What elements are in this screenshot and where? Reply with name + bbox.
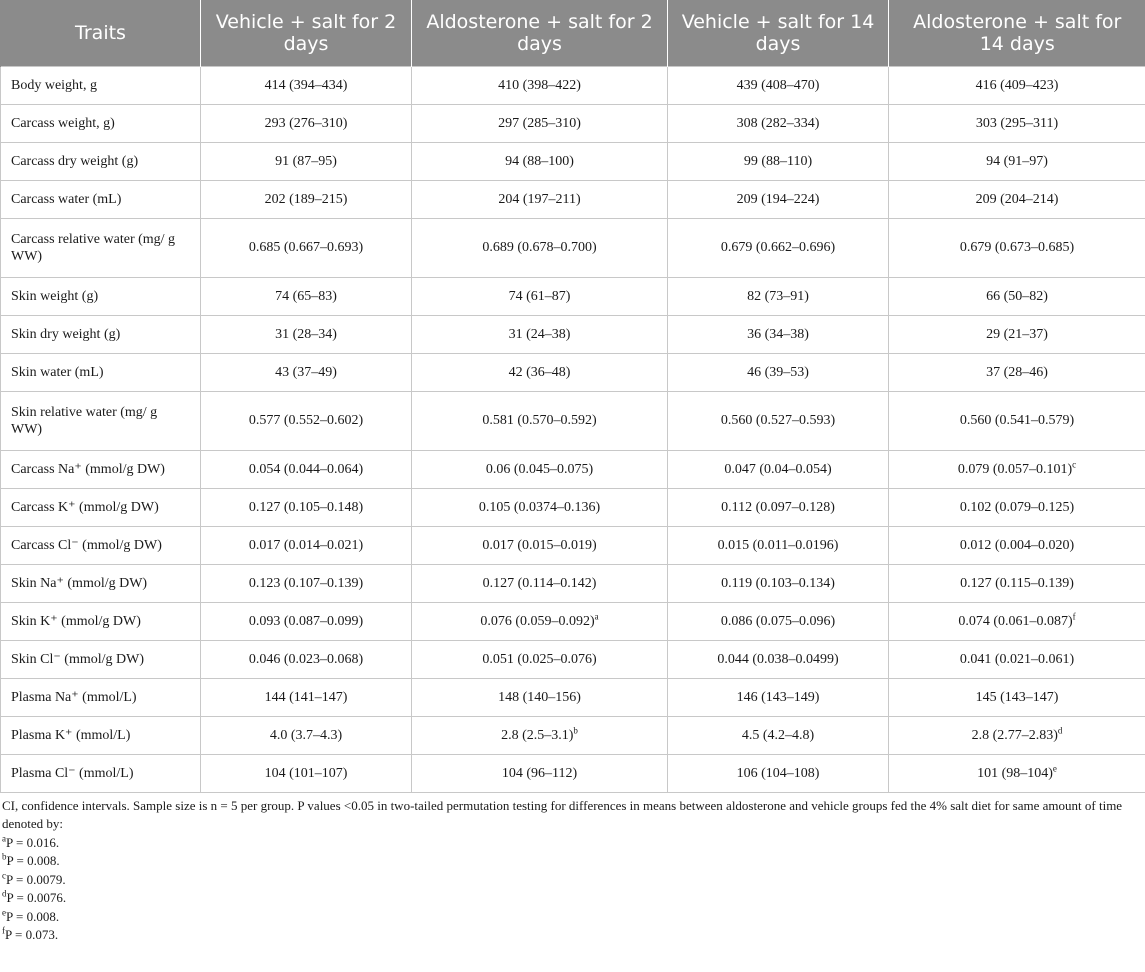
value-text: 0.017 (0.014–0.021) bbox=[248, 537, 364, 553]
value-text: 104 (101–107) bbox=[264, 765, 348, 781]
value-text: 145 (143–147) bbox=[975, 689, 1059, 705]
value-text: 0.581 (0.570–0.592) bbox=[482, 413, 597, 428]
footnote-text: P = 0.0076. bbox=[6, 890, 67, 905]
value-text: 0.086 (0.075–0.096) bbox=[720, 613, 836, 629]
value-cell-aldosterone-14-days bbox=[889, 277, 1145, 315]
value-text: 0.074 (0.061–0.087) bbox=[958, 613, 1073, 629]
value-text: 4.0 (3.7–4.3) bbox=[269, 727, 343, 743]
value-text: 0.041 (0.021–0.061) bbox=[959, 651, 1075, 667]
value-text: 106 (104–108) bbox=[736, 765, 820, 781]
value-cell-aldosterone-2-days bbox=[412, 277, 668, 315]
trait-cell: Carcass K⁺ (mmol/g DW) bbox=[1, 488, 201, 526]
value-cell-vehicle-14-days bbox=[668, 353, 889, 391]
footnote-item bbox=[2, 889, 1143, 908]
value-cell-aldosterone-2-days bbox=[412, 678, 668, 716]
value-text: 0.044 (0.038–0.0499) bbox=[717, 651, 839, 667]
footnote-text: P = 0.073. bbox=[5, 927, 59, 942]
value-text: 0.679 (0.662–0.696) bbox=[720, 240, 836, 255]
value-text: 0.679 (0.673–0.685) bbox=[959, 240, 1075, 255]
value-cell-vehicle-2-days bbox=[201, 526, 412, 564]
value-text: 293 (276–310) bbox=[264, 115, 348, 131]
value-cell-aldosterone-2-days bbox=[412, 640, 668, 678]
value-cell-aldosterone-14-days bbox=[889, 564, 1145, 602]
value-cell-aldosterone-2-days bbox=[412, 180, 668, 218]
trait-cell: Skin Cl⁻ (mmol/g DW) bbox=[1, 640, 201, 678]
value-cell-vehicle-2-days bbox=[201, 716, 412, 754]
value-text: 0.047 (0.04–0.054) bbox=[724, 461, 832, 477]
trait-cell: Carcass Na⁺ (mmol/g DW) bbox=[1, 450, 201, 488]
value-cell-aldosterone-14-days bbox=[889, 754, 1145, 792]
footnote-text: P = 0.008. bbox=[6, 908, 60, 924]
table-header bbox=[1, 0, 1145, 66]
footnote-mark: b bbox=[2, 851, 7, 862]
value-text: 31 (28–34) bbox=[275, 326, 337, 342]
value-text: 74 (65–83) bbox=[275, 288, 337, 304]
table-row bbox=[1, 526, 1145, 564]
table-row bbox=[1, 640, 1145, 678]
footnote-main: CI, confidence intervals. Sample size is n = 5 per group. P values <0.05 in two-tailed permutation testing for differences in means between aldosterone and vehicle groups fed the 4% salt diet for same amount of time denoted by: bbox=[2, 797, 1123, 831]
value-text: 91 (87–95) bbox=[275, 153, 337, 169]
value-text: 66 (50–82) bbox=[986, 288, 1048, 304]
header-vehicle-14-days: Vehicle + salt for 14 days bbox=[668, 0, 889, 66]
value-cell-vehicle-14-days bbox=[668, 678, 889, 716]
value-cell-vehicle-2-days bbox=[201, 104, 412, 142]
value-cell-aldosterone-14-days bbox=[889, 640, 1145, 678]
value-text: 0.102 (0.079–0.125) bbox=[959, 499, 1075, 515]
value-text: 0.560 (0.541–0.579) bbox=[959, 413, 1075, 428]
value-cell-aldosterone-2-days bbox=[412, 391, 668, 450]
table-row bbox=[1, 315, 1145, 353]
value-text: 0.054 (0.044–0.064) bbox=[248, 461, 364, 477]
value-cell-vehicle-14-days bbox=[668, 277, 889, 315]
value-cell-aldosterone-2-days bbox=[412, 754, 668, 792]
value-cell-aldosterone-14-days bbox=[889, 218, 1145, 277]
trait-cell: Plasma Cl⁻ (mmol/L) bbox=[1, 754, 201, 792]
value-cell-aldosterone-14-days bbox=[889, 488, 1145, 526]
value-cell-vehicle-14-days bbox=[668, 218, 889, 277]
value-text: 36 (34–38) bbox=[747, 326, 809, 342]
footnote-marker: e bbox=[1052, 762, 1057, 773]
value-cell-aldosterone-2-days bbox=[412, 66, 668, 104]
value-cell-aldosterone-2-days bbox=[412, 353, 668, 391]
value-text: 42 (36–48) bbox=[508, 364, 571, 380]
value-cell-vehicle-2-days bbox=[201, 277, 412, 315]
value-cell-aldosterone-2-days bbox=[412, 315, 668, 353]
value-cell-vehicle-14-days bbox=[668, 391, 889, 450]
table-body bbox=[1, 66, 1145, 792]
footnote-list bbox=[2, 834, 1143, 945]
trait-cell: Plasma Na⁺ (mmol/L) bbox=[1, 678, 201, 716]
value-text: 202 (189–215) bbox=[264, 191, 348, 207]
value-text: 2.8 (2.5–3.1) bbox=[501, 727, 574, 743]
value-cell-aldosterone-2-days bbox=[412, 526, 668, 564]
value-text: 144 (141–147) bbox=[264, 689, 348, 705]
value-text: 146 (143–149) bbox=[736, 689, 820, 705]
value-text: 0.105 (0.0374–0.136) bbox=[478, 499, 601, 515]
value-cell-vehicle-14-days bbox=[668, 488, 889, 526]
value-text: 74 (61–87) bbox=[508, 288, 571, 304]
value-cell-vehicle-2-days bbox=[201, 564, 412, 602]
value-cell-aldosterone-14-days bbox=[889, 142, 1145, 180]
footnote-text: P = 0.008. bbox=[6, 853, 60, 868]
value-cell-aldosterone-14-days bbox=[889, 315, 1145, 353]
value-cell-vehicle-14-days bbox=[668, 564, 889, 602]
value-cell-vehicle-2-days bbox=[201, 602, 412, 640]
footnote-marker: a bbox=[594, 610, 599, 621]
value-text: 104 (96–112) bbox=[501, 765, 578, 781]
value-cell-aldosterone-14-days bbox=[889, 180, 1145, 218]
footnote-mark: a bbox=[2, 833, 6, 844]
value-text: 4.5 (4.2–4.8) bbox=[741, 727, 815, 743]
value-text: 0.093 (0.087–0.099) bbox=[248, 613, 364, 629]
table-row bbox=[1, 142, 1145, 180]
table-row bbox=[1, 218, 1145, 277]
table-row bbox=[1, 678, 1145, 716]
value-cell-aldosterone-14-days bbox=[889, 353, 1145, 391]
value-text: 0.560 (0.527–0.593) bbox=[720, 413, 836, 428]
trait-cell: Skin relative water (mg/ g WW) bbox=[1, 391, 201, 450]
value-text: 31 (24–38) bbox=[508, 326, 571, 342]
value-text: 0.046 (0.023–0.068) bbox=[248, 651, 364, 667]
trait-cell: Skin dry weight (g) bbox=[1, 315, 201, 353]
value-text: 0.06 (0.045–0.075) bbox=[485, 461, 594, 477]
value-text: 94 (91–97) bbox=[986, 153, 1048, 169]
trait-cell: Skin K⁺ (mmol/g DW) bbox=[1, 602, 201, 640]
value-cell-aldosterone-14-days bbox=[889, 678, 1145, 716]
trait-cell: Skin water (mL) bbox=[1, 353, 201, 391]
header-aldosterone-2-days: Aldosterone + salt for 2 days bbox=[412, 0, 668, 66]
value-text: 0.127 (0.115–0.139) bbox=[960, 575, 1074, 591]
value-cell-aldosterone-14-days bbox=[889, 716, 1145, 754]
trait-cell: Skin Na⁺ (mmol/g DW) bbox=[1, 564, 201, 602]
footnote-item bbox=[2, 834, 1143, 853]
trait-cell: Carcass water (mL) bbox=[1, 180, 201, 218]
header-aldosterone-14-days: Aldosterone + salt for 14 days bbox=[889, 0, 1145, 66]
value-text: 43 (37–49) bbox=[275, 364, 337, 380]
value-text: 209 (194–224) bbox=[736, 191, 820, 207]
value-cell-vehicle-14-days bbox=[668, 104, 889, 142]
value-cell-aldosterone-2-days bbox=[412, 450, 668, 488]
value-cell-vehicle-14-days bbox=[668, 315, 889, 353]
value-text: 0.123 (0.107–0.139) bbox=[248, 575, 364, 591]
trait-cell: Carcass weight, g) bbox=[1, 104, 201, 142]
footnote-mark: c bbox=[2, 870, 6, 881]
value-text: 297 (285–310) bbox=[498, 115, 581, 131]
footnote-mark: d bbox=[2, 888, 7, 899]
value-text: 0.076 (0.059–0.092) bbox=[480, 613, 595, 629]
value-cell-vehicle-14-days bbox=[668, 180, 889, 218]
value-text: 0.127 (0.105–0.148) bbox=[248, 499, 364, 515]
value-cell-vehicle-2-days bbox=[201, 315, 412, 353]
footnote-marker: d bbox=[1057, 724, 1063, 735]
trait-cell: Carcass Cl⁻ (mmol/g DW) bbox=[1, 526, 201, 564]
value-text: 94 (88–100) bbox=[505, 153, 574, 169]
value-text: 0.112 (0.097–0.128) bbox=[721, 499, 835, 515]
value-text: 416 (409–423) bbox=[975, 77, 1059, 93]
value-text: 101 (98–104) bbox=[977, 765, 1053, 781]
value-cell-aldosterone-2-days bbox=[412, 716, 668, 754]
value-cell-vehicle-14-days bbox=[668, 66, 889, 104]
value-cell-aldosterone-14-days bbox=[889, 66, 1145, 104]
value-cell-vehicle-14-days bbox=[668, 142, 889, 180]
table-row bbox=[1, 564, 1145, 602]
value-text: 0.689 (0.678–0.700) bbox=[482, 240, 597, 255]
footnote-item bbox=[2, 852, 1143, 871]
table-footnotes bbox=[0, 793, 1145, 945]
value-cell-vehicle-2-days bbox=[201, 678, 412, 716]
value-cell-vehicle-14-days bbox=[668, 450, 889, 488]
table-row bbox=[1, 602, 1145, 640]
value-cell-aldosterone-2-days bbox=[412, 602, 668, 640]
value-text: 99 (88–110) bbox=[743, 153, 813, 169]
table-row bbox=[1, 488, 1145, 526]
value-text: 0.051 (0.025–0.076) bbox=[482, 651, 597, 667]
footnote-item bbox=[2, 871, 1143, 890]
value-text: 37 (28–46) bbox=[986, 364, 1048, 380]
value-text: 2.8 (2.77–2.83) bbox=[971, 727, 1058, 743]
value-cell-aldosterone-2-days bbox=[412, 104, 668, 142]
value-cell-aldosterone-2-days bbox=[412, 142, 668, 180]
value-cell-vehicle-2-days bbox=[201, 450, 412, 488]
footnote-marker: b bbox=[573, 724, 578, 735]
table-row bbox=[1, 66, 1145, 104]
trait-cell: Skin weight (g) bbox=[1, 277, 201, 315]
value-cell-aldosterone-2-days bbox=[412, 564, 668, 602]
table-row bbox=[1, 180, 1145, 218]
value-cell-vehicle-14-days bbox=[668, 602, 889, 640]
value-text: 0.685 (0.667–0.693) bbox=[248, 240, 364, 255]
footnote-mark: e bbox=[2, 907, 6, 918]
value-cell-vehicle-2-days bbox=[201, 218, 412, 277]
footnote-item bbox=[2, 908, 1143, 927]
value-text: 29 (21–37) bbox=[986, 326, 1048, 342]
value-cell-vehicle-2-days bbox=[201, 640, 412, 678]
table-row bbox=[1, 754, 1145, 792]
table-row bbox=[1, 104, 1145, 142]
value-cell-vehicle-14-days bbox=[668, 716, 889, 754]
table-row bbox=[1, 353, 1145, 391]
value-text: 0.119 (0.103–0.134) bbox=[721, 575, 835, 591]
value-cell-vehicle-2-days bbox=[201, 66, 412, 104]
value-cell-aldosterone-14-days bbox=[889, 104, 1145, 142]
trait-cell: Carcass relative water (mg/ g WW) bbox=[1, 218, 201, 277]
value-cell-vehicle-2-days bbox=[201, 488, 412, 526]
value-text: 303 (295–311) bbox=[975, 115, 1059, 131]
table-row bbox=[1, 450, 1145, 488]
footnote-marker: f bbox=[1072, 610, 1076, 621]
value-cell-aldosterone-2-days bbox=[412, 218, 668, 277]
value-cell-aldosterone-14-days bbox=[889, 391, 1145, 450]
table-row bbox=[1, 277, 1145, 315]
value-cell-aldosterone-14-days bbox=[889, 602, 1145, 640]
trait-cell: Carcass dry weight (g) bbox=[1, 142, 201, 180]
value-cell-vehicle-2-days bbox=[201, 180, 412, 218]
value-cell-aldosterone-14-days bbox=[889, 526, 1145, 564]
value-text: 46 (39–53) bbox=[747, 364, 809, 380]
header-row bbox=[1, 0, 1145, 66]
header-vehicle-2-days: Vehicle + salt for 2 days bbox=[201, 0, 412, 66]
value-text: 0.012 (0.004–0.020) bbox=[959, 537, 1075, 553]
trait-cell: Body weight, g bbox=[1, 66, 201, 104]
value-text: 0.017 (0.015–0.019) bbox=[482, 537, 597, 553]
trait-cell: Plasma K⁺ (mmol/L) bbox=[1, 716, 201, 754]
value-text: 0.127 (0.114–0.142) bbox=[482, 575, 597, 591]
value-text: 0.015 (0.011–0.0196) bbox=[717, 537, 839, 553]
value-cell-vehicle-2-days bbox=[201, 353, 412, 391]
footnote-item bbox=[2, 926, 1143, 945]
header-traits: Traits bbox=[1, 0, 201, 66]
value-text: 82 (73–91) bbox=[747, 288, 809, 304]
value-cell-vehicle-14-days bbox=[668, 526, 889, 564]
value-cell-vehicle-14-days bbox=[668, 754, 889, 792]
value-text: 414 (394–434) bbox=[264, 77, 348, 93]
value-text: 410 (398–422) bbox=[498, 77, 581, 93]
value-cell-vehicle-2-days bbox=[201, 142, 412, 180]
value-text: 439 (408–470) bbox=[736, 77, 820, 93]
value-cell-vehicle-2-days bbox=[201, 391, 412, 450]
value-text: 209 (204–214) bbox=[975, 191, 1059, 207]
value-text: 204 (197–211) bbox=[498, 191, 581, 207]
value-cell-aldosterone-2-days bbox=[412, 488, 668, 526]
footnote-text: P = 0.0079. bbox=[6, 871, 66, 887]
value-text: 148 (140–156) bbox=[498, 689, 581, 705]
value-text: 308 (282–334) bbox=[736, 115, 820, 131]
footnote-marker: c bbox=[1072, 458, 1077, 469]
footnote-text: P = 0.016. bbox=[6, 834, 60, 850]
table-row bbox=[1, 716, 1145, 754]
value-text: 0.079 (0.057–0.101) bbox=[957, 461, 1073, 477]
value-cell-aldosterone-14-days bbox=[889, 450, 1145, 488]
footnote-mark: f bbox=[2, 925, 5, 936]
value-text: 0.577 (0.552–0.602) bbox=[248, 413, 364, 428]
value-cell-vehicle-14-days bbox=[668, 640, 889, 678]
table-row bbox=[1, 391, 1145, 450]
value-cell-vehicle-2-days bbox=[201, 754, 412, 792]
